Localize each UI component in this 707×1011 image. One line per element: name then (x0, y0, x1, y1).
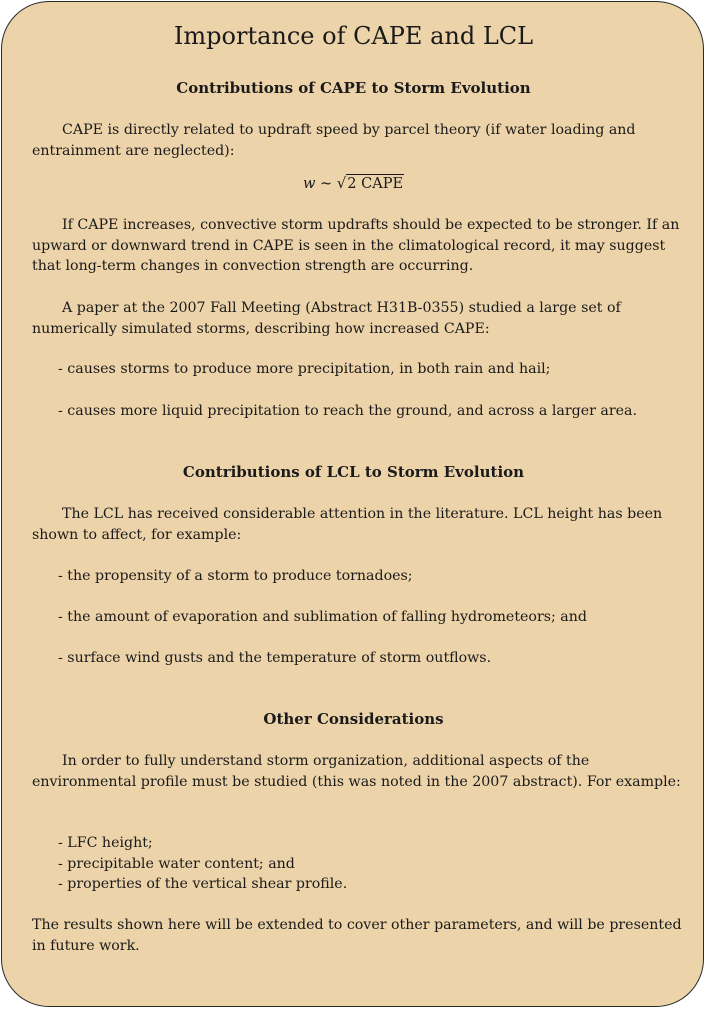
other-bullet-water: - precipitable water content; and (58, 856, 295, 872)
poster-panel (1, 1, 704, 1007)
lcl-intro-paragraph: The LCL has received considerable attention in the literature. LCL height has been shown to affect, for example: (32, 506, 663, 543)
other-section-heading: Other Considerations (263, 710, 444, 728)
cape-intro-paragraph: CAPE is directly related to updraft speed by parcel theory (if water loading and entrainment are neglected): (32, 122, 636, 159)
other-bullet-shear: - properties of the vertical shear profile. (58, 876, 348, 892)
other-intro-paragraph: In order to fully understand storm organization, additional aspects of the environmental profile must be studied (this was noted in the 2007 abstract). For example: (32, 753, 681, 790)
lcl-bullet-wind-gusts: - surface wind gusts and the temperature of storm outflows. (58, 650, 492, 666)
formula-lhs: w (302, 176, 316, 192)
cape-bullet-liquid: - causes more liquid precipitation to reach the ground, and across a larger area. (58, 403, 637, 419)
page-title: Importance of CAPE and LCL (173, 22, 534, 50)
formula-relation: ~ (319, 176, 333, 192)
other-bullet-lfc: - LFC height; (58, 835, 153, 851)
square-root (337, 172, 404, 195)
cape-section-heading: Contributions of CAPE to Storm Evolution (176, 79, 531, 97)
cape-bullet-precipitation: - causes storms to produce more precipitation, in both rain and hail; (58, 361, 551, 377)
updraft-formula (2, 172, 705, 195)
closing-paragraph: The results shown here will be extended to cover other parameters, and will be presented in future work. (32, 917, 682, 954)
lcl-bullet-tornadoes: - the propensity of a storm to produce tornadoes; (58, 568, 413, 584)
lcl-section-heading: Contributions of LCL to Storm Evolution (182, 463, 525, 481)
radical-sign: √ (336, 174, 347, 192)
cape-trend-paragraph: If CAPE increases, convective storm updrafts should be expected to be stronger. If an upward or downward trend in CAPE is seen in the climatological record, it may suggest that long-term changes in convection strength are occurring. (32, 217, 680, 274)
lcl-bullet-evaporation: - the amount of evaporation and sublimation of falling hydrometeors; and (58, 609, 587, 625)
formula-radicand: 2 CAPE (347, 176, 404, 192)
cape-paper-paragraph: A paper at the 2007 Fall Meeting (Abstract H31B-0355) studied a large set of numerically simulated storms, describing how increased CAPE: (32, 300, 621, 337)
